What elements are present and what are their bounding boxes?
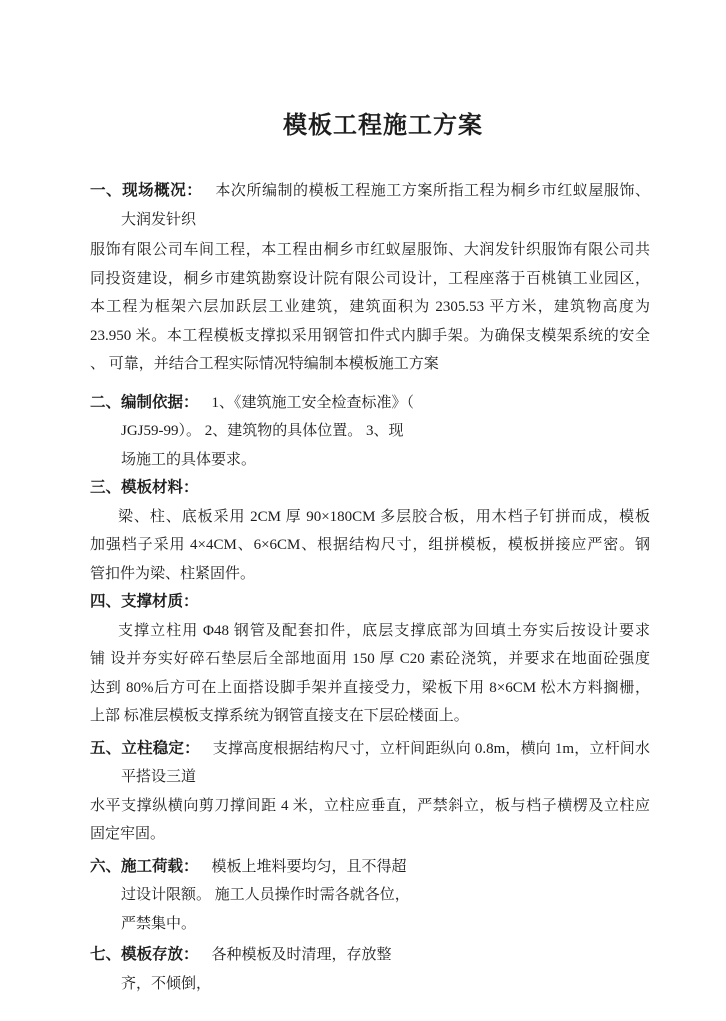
section-1-intro: 本次所编制的模板工程施工方案所指工程为桐乡市红蚁屋服饰、 <box>215 183 650 199</box>
section-7-heading: 七、模板存放： <box>90 946 199 963</box>
paragraph-1-line: 、 可靠，并结合工程实际情况特编制本模板施工方案 <box>90 356 439 372</box>
paragraph-5-line: 固定牢固。 <box>90 826 166 842</box>
section-3-heading-line <box>90 474 650 503</box>
section-4-body-line: 达到 80%后方可在上面搭设脚手架并直接受力，梁板下用 8×6CM 松木方料搁栅， <box>90 679 650 696</box>
section-7-intro: 各种模板及时清理，存放整 <box>211 947 392 963</box>
paragraph-1-line: 23.950 米。本工程模板支撑拟采用钢管扣件式内脚手架。为确保支模架系统的安全 <box>90 327 650 344</box>
section-4-heading: 四、支撑材质： <box>90 593 199 610</box>
section-7-heading-line <box>90 941 650 970</box>
section-3-body-line: 管扣件为梁、柱紧固件。 <box>90 565 256 582</box>
section-2-intro: 1、《建筑施工安全检查标准》（ <box>211 394 415 411</box>
section-6-intro: 模板上堆料要均匀，且不得超 <box>211 858 407 875</box>
section-4-body-line: 上部 标准层模板支撑系统为钢管直接支在下层砼楼面上。 <box>90 708 469 724</box>
section-6-heading: 六、施工荷载： <box>90 857 199 875</box>
paragraph-1-line: 同投资建设，桐乡市建筑勘察设计院有限公司设计，工程座落于百桃镇工业园区， <box>90 270 650 287</box>
paragraph-5-line: 水平支撑纵横向剪刀撑间距 4 米，立柱应垂直，严禁斜立，板与档子横楞及立柱应 <box>90 797 650 814</box>
section-4-heading-line <box>90 588 650 617</box>
section-2-heading-line <box>90 389 650 418</box>
section-3-body-line: 梁、柱、底板采用 2CM 厚 90×180CM 多层胶合板，用木档子钉拼而成，模板 <box>118 508 650 525</box>
section-6-continuation: 严禁集中。 <box>121 915 197 932</box>
section-4-body-line: 铺 设并夯实好碎石垫层后全部地面用 150 厚 C20 素砼浇筑，并要求在地面砼强度 <box>90 651 650 667</box>
document-title: 模板工程施工方案 <box>283 113 483 139</box>
section-7-continuation: 齐，不倾倒， <box>121 975 212 992</box>
section-5-intro: 支撑高度根据结构尺寸，立杆间距纵向 0.8m，横向 1m，立杆间水 <box>212 740 650 757</box>
section-3-heading: 三、模板材料： <box>90 479 199 496</box>
section-1-heading-line <box>90 177 650 206</box>
section-5-continuation: 平搭设三道 <box>121 769 197 785</box>
section-3-body-line: 加强档子采用 4×4CM、6×6CM、根据结构尺寸，组拼模板，模板拼接应严密。钢 <box>90 537 650 553</box>
section-2-continuation: 场施工的具体要求。 <box>121 451 257 468</box>
document-content <box>90 104 650 998</box>
section-4-body-line: 支撑立柱用 Φ48 钢管及配套扣件，底层支撑底部为回填土夯实后按设计要求 <box>118 622 650 639</box>
paragraph-1-line: 本工程为框架六层加跃层工业建筑，建筑面积为 2305.53 平方米，建筑物高度为 <box>90 299 650 315</box>
section-2-continuation: JGJ59-99）。 2、建筑物的具体位置。 3、现 <box>121 423 404 439</box>
section-5-heading: 五、立柱稳定： <box>90 739 200 757</box>
section-5-heading-line <box>90 735 650 764</box>
section-2-heading: 二、编制依据： <box>90 393 199 411</box>
section-6-heading-line <box>90 853 650 882</box>
paragraph-1-line: 服饰有限公司车间工程，本工程由桐乡市红蚁屋服饰、大润发针织服饰有限公司共 <box>90 242 650 258</box>
section-1-heading: 一、现场概况： <box>90 182 203 199</box>
section-6-continuation: 过设计限额。 施工人员操作时需各就各位， <box>121 887 410 903</box>
section-1-continuation: 大润发针织 <box>121 211 197 228</box>
